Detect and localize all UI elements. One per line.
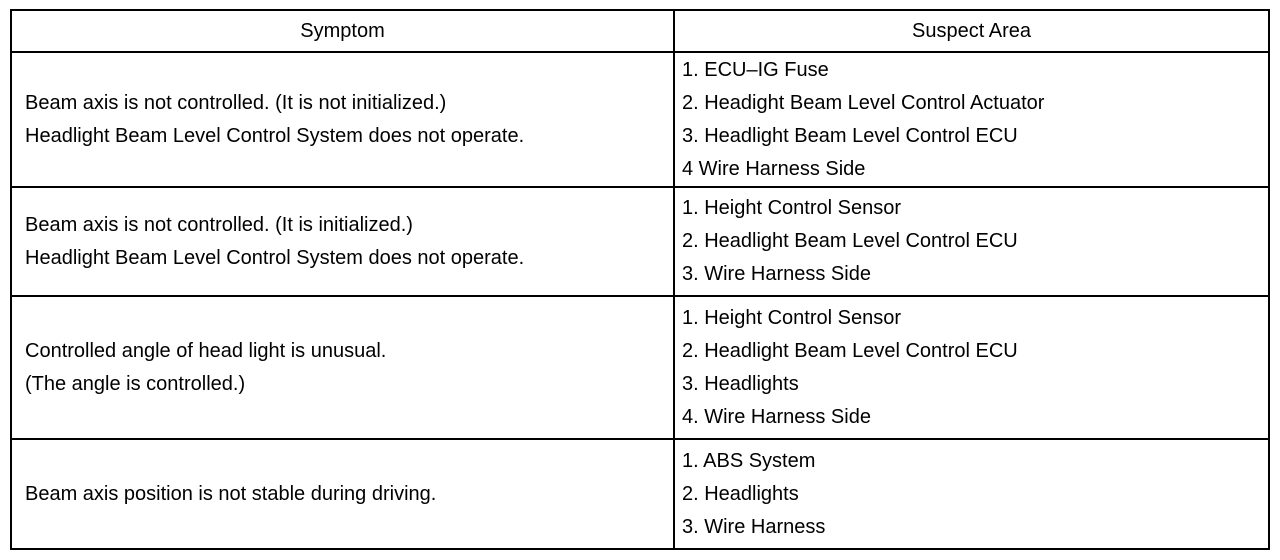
table-header-row: [11, 10, 1269, 52]
symptom-cell: [11, 52, 674, 187]
suspect-item: 4 Wire Harness Side: [682, 157, 866, 180]
symptom-line: (The angle is controlled.): [25, 372, 246, 395]
suspect-item: 2. Headlights: [682, 482, 799, 505]
symptom-line: Beam axis is not controlled. (It is initialized.): [25, 213, 413, 236]
suspect-item: 1. ABS System: [682, 449, 816, 472]
table-row: [11, 187, 1269, 296]
symptom-line: Beam axis is not controlled. (It is not initialized.): [25, 91, 447, 114]
symptom-line: Controlled angle of head light is unusual.: [25, 339, 387, 362]
symptom-line: Headlight Beam Level Control System does not operate.: [25, 246, 525, 269]
suspect-item: 3. Headlight Beam Level Control ECU: [682, 124, 1018, 147]
troubleshooting-table: [10, 9, 1270, 550]
symptom-line: Headlight Beam Level Control System does not operate.: [25, 124, 525, 147]
suspect-area-cell: [674, 187, 1269, 296]
suspect-item: 1. Height Control Sensor: [682, 306, 902, 329]
suspect-item: 3. Headlights: [682, 372, 799, 395]
suspect-item: 4. Wire Harness Side: [682, 405, 871, 428]
suspect-item: 3. Wire Harness: [682, 515, 826, 538]
table-row: [11, 52, 1269, 187]
symptom-cell: [11, 296, 674, 439]
symptom-line: Beam axis position is not stable during driving.: [25, 482, 437, 505]
troubleshooting-table-container: [10, 9, 1268, 550]
suspect-item: 2. Headlight Beam Level Control ECU: [682, 339, 1018, 362]
suspect-item: 2. Headlight Beam Level Control ECU: [682, 230, 1018, 253]
suspect-item: 3. Wire Harness Side: [682, 263, 871, 286]
suspect-area-cell: [674, 439, 1269, 549]
suspect-item: 1. ECU–IG Fuse: [682, 58, 829, 81]
symptom-cell: [11, 187, 674, 296]
symptom-column-header: Symptom: [11, 10, 674, 52]
suspect-area-cell: [674, 52, 1269, 187]
suspect-area-cell: [674, 296, 1269, 439]
table-row: [11, 296, 1269, 439]
suspect-item: 2. Headight Beam Level Control Actuator: [682, 91, 1045, 114]
suspect-item: 1. Height Control Sensor: [682, 197, 902, 220]
suspect-area-column-header: Suspect Area: [674, 10, 1269, 52]
table-row: [11, 439, 1269, 549]
symptom-cell: [11, 439, 674, 549]
